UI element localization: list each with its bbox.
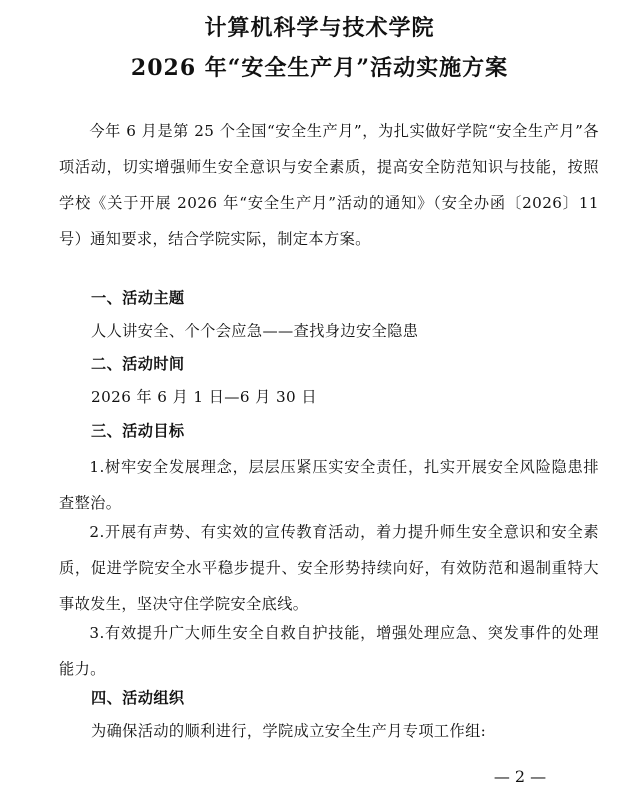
goal1-paragraph: 1.树牢安全发展理念，层层压紧压实安全责任，扎实开展安全风险隐患排查整治。 <box>59 458 599 512</box>
section1-text: 人人讲安全、个个会应急——查找身边安全隐患 <box>91 322 419 340</box>
section3-heading: 三、活动目标 <box>91 422 185 440</box>
intro-paragraph: 今年 6 月是第 25 个全国“安全生产月”，为扎实做好学院“安全生产月”各项活动，切实增强师生安全意识与安全素质，提高安全防范知识与技能，按照学校《关于开展 2026 年“安全生产月”活动的通知》（安全办函〔2026〕11 号）通知要求，结合学院实际，制定本方案。 <box>59 122 599 248</box>
document-title-line1: 计算机科学与技术学院 <box>204 15 435 41</box>
section4-text: 为确保活动的顺利进行，学院成立安全生产月专项工作组: <box>91 722 487 740</box>
goal3-paragraph: 3.有效提升广大师生安全自救自护技能，增强处理应急、突发事件的处理能力。 <box>59 624 599 678</box>
section4-heading: 四、活动组织 <box>91 689 185 707</box>
section2-heading: 二、活动时间 <box>91 355 185 373</box>
section2-text: 2026 年 6 月 1 日—6 月 30 日 <box>91 388 317 406</box>
page-number: — 2 — <box>493 767 547 786</box>
document-title-line2: 2026 年“安全生产月”活动实施方案 <box>130 55 509 81</box>
section1-heading: 一、活动主题 <box>91 289 185 307</box>
goal2-paragraph: 2.开展有声势、有实效的宣传教育活动，着力提升师生安全意识和安全素质，促进学院安全水平稳步提升、安全形势持续向好，有效防范和遏制重特大事故发生，坚决守住学院安全底线。 <box>59 523 599 613</box>
